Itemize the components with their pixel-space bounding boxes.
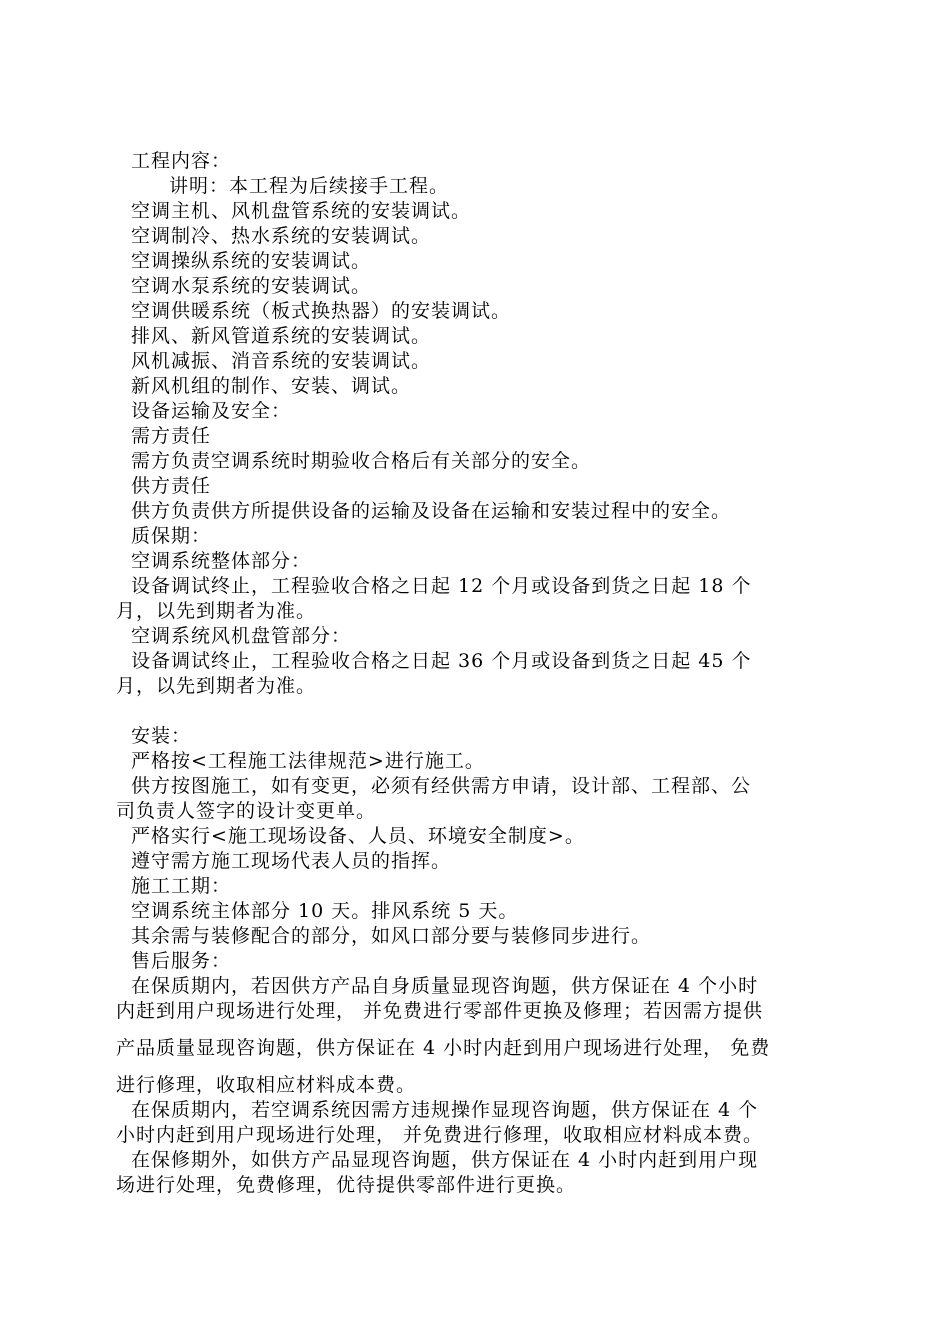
text-line: 供方责任 xyxy=(131,475,212,497)
text-line: 遵守需方施工现场代表人员的指挥。 xyxy=(131,850,452,872)
text-line: 空调供暖系统（板式换热器）的安装调试。 xyxy=(131,300,512,322)
text-line: 其余需与装修配合的部分，如风口部分要与装修同步进行。 xyxy=(131,925,652,947)
note-line: 讲明：本工程为后续接手工程。 xyxy=(169,175,450,197)
text-line: 内赶到用户现场进行处理， 并免费进行零部件更换及修理；若因需方提供 xyxy=(116,1000,764,1022)
text-line: 严格按<工程施工法律规范>进行施工。 xyxy=(131,750,485,772)
text-line: 空调主机、风机盘管系统的安装调试。 xyxy=(131,200,472,222)
section-heading-transport-safety: 设备运输及安全： xyxy=(131,400,292,422)
text-line: 风机减振、消音系统的安装调试。 xyxy=(131,350,432,372)
text-line: 严格实行<施工现场设备、人员、环境安全制度>。 xyxy=(131,825,585,847)
text-line: 月，以先到期者为准。 xyxy=(116,675,317,697)
text-line: 新风机组的制作、安装、调试。 xyxy=(131,375,412,397)
text-line: 需方责任 xyxy=(131,425,212,447)
text-line: 设备调试终止，工程验收合格之日起 12 个月或设备到货之日起 18 个 xyxy=(131,575,752,597)
text-line: 供方负责供方所提供设备的运输及设备在运输和安装过程中的安全。 xyxy=(131,500,732,522)
text-line: 空调系统主体部分 10 天。排风系统 5 天。 xyxy=(131,900,519,922)
text-line: 空调水泵系统的安装调试。 xyxy=(131,275,372,297)
text-line: 空调制冷、热水系统的安装调试。 xyxy=(131,225,432,247)
text-line: 产品质量显现咨询题，供方保证在 4 小时内赶到用户现场进行处理， 免费 xyxy=(116,1037,771,1059)
text-line: 月，以先到期者为准。 xyxy=(116,600,317,622)
section-heading-work-content: 工程内容： xyxy=(131,150,232,172)
section-heading-warranty: 质保期： xyxy=(131,525,212,547)
text-line: 空调操纵系统的安装调试。 xyxy=(131,250,372,272)
text-line: 设备调试终止，工程验收合格之日起 36 个月或设备到货之日起 45 个 xyxy=(131,650,752,672)
text-line: 排风、新风管道系统的安装调试。 xyxy=(131,325,432,347)
text-line: 空调系统整体部分： xyxy=(131,550,312,572)
text-line: 在保质期内，若因供方产品自身质量显现咨询题，供方保证在 4 个小时 xyxy=(131,975,759,997)
section-heading-after-sales: 售后服务： xyxy=(131,950,232,972)
section-heading-construction-period: 施工工期： xyxy=(131,875,232,897)
section-heading-installation: 安装： xyxy=(131,725,192,747)
text-line: 空调系统风机盘管部分： xyxy=(131,625,352,647)
text-line: 供方按图施工，如有变更，必须有经供需方申请，设计部、工程部、公 xyxy=(131,775,752,797)
text-line: 进行修理，收取相应材料成本费。 xyxy=(116,1074,417,1096)
text-line: 需方负责空调系统时期验收合格后有关部分的安全。 xyxy=(131,450,592,472)
text-line: 在保质期内，若空调系统因需方违规操作显现咨询题，供方保证在 4 个 xyxy=(131,1099,759,1121)
text-line: 在保修期外，如供方产品显现咨询题，供方保证在 4 小时内赶到用户现 xyxy=(131,1149,759,1171)
text-line: 场进行处理，免费修理，优待提供零部件进行更换。 xyxy=(116,1174,577,1196)
text-line: 小时内赶到用户现场进行处理， 并免费进行修理，收取相应材料成本费。 xyxy=(116,1124,764,1146)
text-line: 司负责人签字的设计变更单。 xyxy=(116,800,377,822)
